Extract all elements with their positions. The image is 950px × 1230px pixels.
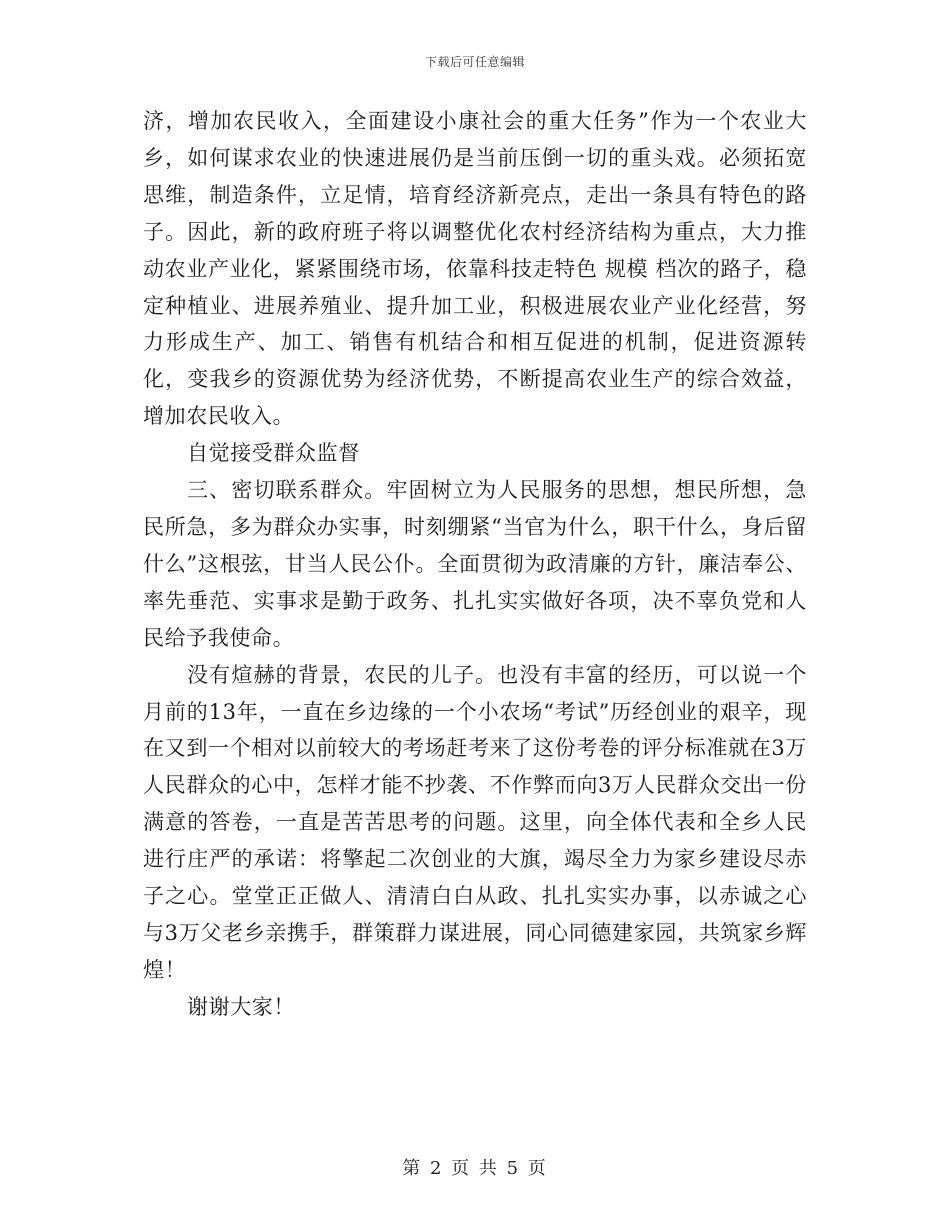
paragraph-heading-supervision: 自觉接受群众监督 bbox=[187, 441, 360, 466]
page-header-note: 下载后可任意编辑 bbox=[424, 55, 525, 69]
paragraph-thanks: 谢谢大家！ bbox=[187, 994, 295, 1019]
paragraph-background: 没有煊赫的背景，农民的儿子。也没有丰富的经历，可以说一个月前的13年，一直在乡边缘的一个小农场“考试”历经创业的艰辛，现在又到一个相对以前较大的考场赶考来了这份考卷的评分标准就在3万人民群众的心中，怎样才能不抄袭、不作弊而向3万人民群众交出一份满意的答卷，一直是苦苦思考的问题。这里，向全体代表和全乡人民进行庄严的承诺：将擎起二次创业的大旗，竭尽全力为家乡建设尽赤子之心。堂堂正正做人、清清白白从政、扎扎实实办事，以赤诚之心与3万父老乡亲携手，群策群力谋进展，同心同德建家园，共筑家乡辉煌！ bbox=[143, 662, 807, 982]
document-body bbox=[143, 103, 807, 1026]
page-number-footer: 第 2 页 共 5 页 bbox=[402, 1158, 548, 1179]
paragraph-continued: 济，增加农民收入，全面建设小康社会的重大任务”作为一个农业大乡，如何谋求农业的快速进展仍是当前压倒一切的重头戏。必须拓宽思维，制造条件，立足情，培育经济新亮点，走出一条具有特色的路子。因此，新的政府班子将以调整优化农村经济结构为重点，大力推动农业产业化，紧紧围绕市场，依靠科技走特色 规模 档次的路子，稳定种植业、进展养殖业、提升加工业，积极进展农业产业化经营，努力形成生产、加工、销售有机结合和相互促进的机制，促进资源转化，变我乡的资源优势为经济优势，不断提高农业生产的综合效益，增加农民收入。 bbox=[143, 109, 807, 429]
paragraph-section-three: 三、密切联系群众。牢固树立为人民服务的思想，想民所想，急民所急，多为群众办实事，时刻绷紧“当官为什么，职干什么，身后留什么”这根弦，甘当人民公仆。全面贯彻为政清廉的方针，廉洁奉公、率先垂范、实事求是勤于政务、扎扎实实做好各项，决不辜负党和人民给予我使命。 bbox=[143, 478, 807, 650]
